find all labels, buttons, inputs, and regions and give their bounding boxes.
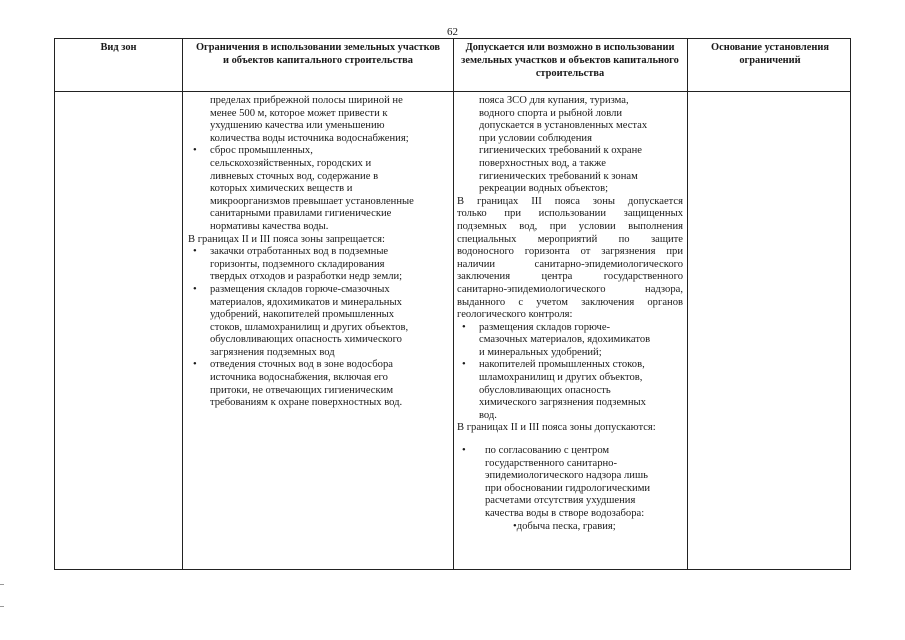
text-line: специальных мероприятий по защите <box>457 233 683 245</box>
list-item <box>188 359 448 409</box>
list-item <box>188 284 448 360</box>
text-line: смазочных материалов, ядохимикатов <box>479 334 651 346</box>
text-line: гигиенических требований к охране <box>479 145 642 157</box>
text-line: поверхностных вод, а также <box>479 157 606 169</box>
bullet-icon: • <box>462 359 466 371</box>
text-line: материалов, ядохимикатов и минеральных <box>210 296 402 308</box>
text-line: отведения сточных вод в зоне водосбора <box>210 359 393 371</box>
margin-mark <box>0 606 4 607</box>
list-item <box>188 145 448 233</box>
text-line: по согласованию с центром <box>485 445 610 457</box>
text-line: вод. <box>479 409 497 421</box>
margin-mark <box>0 584 4 585</box>
text-line: накопителей промышленных стоков, <box>479 359 645 371</box>
restrictions-cell <box>188 95 448 410</box>
allowed-uses-cell <box>457 95 683 533</box>
text-line: государственного санитарно- <box>485 457 617 469</box>
section-paragraph <box>457 196 683 322</box>
text-line: заключения центра государственного <box>457 271 683 283</box>
text-line: только при использовании защищенных <box>457 208 683 220</box>
column-divider <box>453 39 454 569</box>
column-divider <box>687 39 688 569</box>
text-line: водного спорта и рыбной ловли <box>479 107 623 119</box>
text-line: обусловливающих опасность <box>479 384 611 396</box>
text-line: геологического контроля: <box>457 309 573 321</box>
text-line: рекреации водных объектов; <box>479 183 609 195</box>
text-line: загрязнения подземных вод <box>210 346 335 358</box>
text-line: стоков, шламохранилищ и других объектов, <box>210 321 409 333</box>
bullet-icon: • <box>462 321 466 333</box>
text-line: твердых отходов и разработки недр земли; <box>210 271 403 283</box>
text-line: гигиенических требований к зонам <box>479 170 638 182</box>
text-line: сброс промышленных, <box>210 145 313 157</box>
text-line: при условии соблюдения <box>479 132 592 144</box>
header-divider <box>55 91 850 92</box>
text-line: подземных вод, при условии выполнения <box>457 220 683 232</box>
text-line: пределах прибрежной полосы шириной не <box>210 95 403 106</box>
text-line: источника водоснабжения, включая его <box>210 372 388 384</box>
text-line: санитарными правилами гигиенические <box>210 208 392 220</box>
zone-restrictions-table <box>54 38 851 570</box>
header-zone-type: Вид зон <box>100 42 137 53</box>
list-item <box>457 359 683 422</box>
text-line: размещения складов горюче-смазочных <box>210 283 390 295</box>
text-line: пояса ЗСО для купания, туризма, <box>479 95 629 106</box>
text-line: эпидемиологического надзора лишь <box>485 470 648 482</box>
text-line: качества воды в створе водозабора: <box>485 508 645 519</box>
text-line: санитарно-эпидемиологического надзора, <box>457 283 683 295</box>
text-line: количества воды источника водоснабжения; <box>210 132 409 144</box>
text-line: и минеральных удобрений; <box>479 346 602 358</box>
text-line: менее 500 м, которое может привести к <box>210 107 388 119</box>
text-line: наличии санитарно-эпидемиологического <box>457 258 683 270</box>
text-line: водоносного горизонта от загрязнения при <box>457 246 683 258</box>
text-line: ухудшению качества или уменьшению <box>210 120 385 132</box>
page-number: 62 <box>447 26 458 38</box>
header-basis: Основание установления ограничений <box>711 42 829 66</box>
header-allowed-uses: Допускается или возможно в использовании земельных участков и объектов капитального строительства <box>461 42 679 79</box>
spacer <box>457 435 683 445</box>
list-item <box>457 322 683 360</box>
text-line: размещения складов горюче- <box>479 321 611 333</box>
text-line: удобрений, накопителей промышленных <box>210 309 395 321</box>
header-restrictions: Ограничения в использовании земельных участков и объектов капитального строительства <box>195 42 441 66</box>
column-divider <box>182 39 183 569</box>
text-line: допускается в установленных местах <box>479 120 648 132</box>
sub-item: •добыча песка, гравия; <box>513 520 616 532</box>
text-line: притоки, не отвечающих гигиеническим <box>210 384 394 396</box>
text-line: В границах III пояса зоны допускается <box>457 195 683 207</box>
continued-text <box>188 95 448 145</box>
text-line: ливневых сточных вод, содержание в <box>210 170 379 182</box>
text-line: нормативы качества воды. <box>210 220 329 232</box>
text-line: микроорганизмов превышает установленные <box>210 195 414 207</box>
section-paragraph: В границах II и III пояса зоны запрещается: <box>188 233 385 245</box>
bullet-icon: • <box>193 145 197 157</box>
text-line: выданного с учетом заключения органов <box>457 296 683 308</box>
bullet-icon: • <box>462 445 466 457</box>
bullet-icon: • <box>193 283 197 295</box>
text-line: требованиям к охране поверхностных вод. <box>210 397 403 409</box>
section-paragraph: В границах II и III пояса зоны допускаются: <box>457 422 656 434</box>
continued-text <box>457 95 683 196</box>
text-line: обусловливающих опасность химического <box>210 334 402 346</box>
text-line: расчетами отсутствия ухудшения <box>485 495 636 507</box>
text-line: которых химических веществ и <box>210 183 353 195</box>
text-line: закачки отработанных вод в подземные <box>210 246 389 258</box>
text-line: сельскохозяйственных, городских и <box>210 157 372 169</box>
bullet-icon: • <box>193 246 197 258</box>
text-line: химического загрязнения подземных <box>479 397 646 409</box>
list-item <box>188 246 448 284</box>
text-line: при обосновании гидрологическими <box>485 482 651 494</box>
text-line: шламохранилищ и других объектов, <box>479 372 643 384</box>
bullet-icon: • <box>193 359 197 371</box>
text-line: горизонты, подземного складирования <box>210 258 385 270</box>
list-item <box>457 445 683 521</box>
